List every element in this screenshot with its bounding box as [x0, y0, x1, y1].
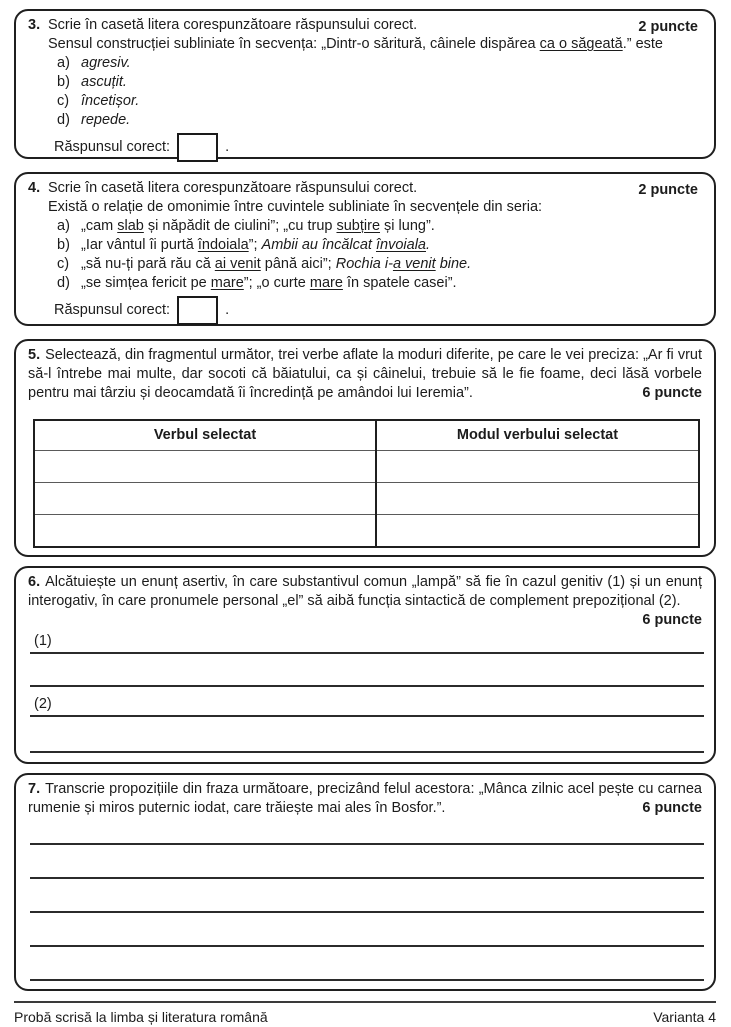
mood-cell[interactable] [376, 451, 699, 483]
option-text: „să nu-ți pară rău că ai venit până aici”; Rochia i-a venit bine. [81, 256, 472, 272]
option-c [48, 92, 663, 111]
question-7-points: 6 puncte [642, 800, 702, 816]
writing-line[interactable] [30, 913, 704, 947]
question-4-number: 4. [28, 180, 41, 196]
question-5-statement: Selectează, din fragmentul următor, trei verbe aflate la moduri diferite, pe care le vei preciza: „Ar fi vrut să-l întrebe mai multe, dar socoti că băiatului, ca și câinelui, trebuie să le fie foame, deci lăsă vorbele pentru mai târziu și deocamdată îi încredință pe amândoi lui Ieremia”. [28, 347, 702, 401]
option-letter: b) [57, 74, 70, 90]
question-5-number: 5. [28, 347, 41, 363]
writing-line[interactable] [30, 947, 704, 981]
question-6-number: 6. [28, 574, 41, 590]
verb-cell[interactable] [34, 451, 376, 483]
verbs-table-header-row [34, 420, 699, 451]
option-d [48, 274, 638, 293]
question-3-points: 2 puncte [638, 19, 698, 35]
footer-variant: Varianta 4 [653, 1009, 716, 1025]
writing-line[interactable] [30, 654, 704, 687]
option-text: agresiv. [81, 55, 131, 71]
option-text: „Iar vântul îi purtă îndoiala”; Ambii au încălcat învoiala. [81, 237, 431, 253]
question-3-answer-row [54, 133, 702, 162]
option-letter: d) [57, 275, 70, 291]
writing-line-label: (2) [34, 696, 52, 712]
question-3-options [48, 54, 663, 130]
mood-cell[interactable] [376, 515, 699, 548]
option-text: ascuțit. [81, 74, 127, 90]
question-3-intro: Sensul construcției subliniate în secvența: „Dintr-o săritură, câinele dispărea ca o săgeată.” este [48, 36, 663, 52]
question-3-answer-box[interactable] [177, 133, 218, 162]
question-6-points: 6 puncte [642, 612, 702, 628]
option-letter: c) [57, 256, 70, 272]
page-footer [14, 1001, 716, 1027]
question-7-text [28, 780, 702, 818]
question-4-answer-box[interactable] [177, 296, 218, 325]
question-6-write-area [28, 611, 702, 753]
mood-cell[interactable] [376, 483, 699, 515]
verb-cell[interactable] [34, 515, 376, 548]
question-4-intro: Există o relație de omonimie între cuvintele subliniate în secvențele din seria: [48, 199, 543, 215]
option-a [48, 54, 663, 73]
question-4-prompt: Scrie în casetă litera corespunzătoare răspunsului corect. [48, 180, 418, 196]
writing-line[interactable] [30, 818, 704, 845]
question-7-write-area [28, 818, 702, 981]
verb-cell[interactable] [34, 483, 376, 515]
answer-period: . [225, 139, 230, 155]
table-row [34, 483, 699, 515]
verbs-table [33, 419, 700, 548]
question-5-points: 6 puncte [642, 385, 702, 401]
option-b [48, 236, 638, 255]
option-c [48, 255, 638, 274]
answer-label: Răspunsul corect: [54, 139, 171, 155]
table-row [34, 451, 699, 483]
option-letter: a) [57, 218, 70, 234]
question-5-box [14, 339, 716, 557]
table-row [34, 515, 699, 548]
verbs-table-header-verb: Verbul selectat [34, 420, 376, 451]
question-3-box [14, 9, 716, 159]
footer-exam-title: Probă scrisă la limba și literatura română [14, 1009, 268, 1025]
answer-period: . [225, 302, 230, 318]
question-7-number: 7. [28, 781, 41, 797]
option-letter: d) [57, 112, 70, 128]
option-text: încetișor. [81, 93, 140, 109]
option-text: „cam slab și năpădit de ciulini”; „cu trup subțire și lung”. [81, 218, 435, 234]
writing-line[interactable] [30, 879, 704, 913]
option-d [48, 111, 663, 130]
question-4-answer-row [54, 296, 702, 325]
option-letter: c) [57, 93, 70, 109]
answer-label: Răspunsul corect: [54, 302, 171, 318]
option-text: repede. [81, 112, 131, 128]
writing-line[interactable] [30, 717, 704, 753]
option-a [48, 217, 638, 236]
question-4-box [14, 172, 716, 326]
verbs-table-header-mood: Modul verbului selectat [376, 420, 699, 451]
writing-line[interactable] [30, 687, 704, 717]
option-letter: b) [57, 237, 70, 253]
question-3-number: 3. [28, 17, 41, 33]
question-7-statement: Transcrie propozițiile din fraza următoare, precizând felul acestora: „Mânca zilnic acel pește cu carnea rumenie și miros puternic iodat, care trăiește mai ales în Bosfor.”. [28, 781, 702, 816]
question-6-box [14, 566, 716, 764]
question-5-text [28, 346, 702, 403]
question-6-text [28, 573, 702, 628]
question-4-points: 2 puncte [638, 182, 698, 198]
option-text: „se simțea fericit pe mare”; „o curte mare în spatele casei”. [81, 275, 457, 291]
writing-line[interactable] [30, 845, 704, 879]
question-3-prompt: Scrie în casetă litera corespunzătoare răspunsului corect. [48, 17, 418, 33]
writing-line[interactable] [30, 611, 704, 654]
option-b [48, 73, 663, 92]
question-6-statement: Alcătuiește un enunț asertiv, în care substantivul comun „lampă” să fie în cazul genitiv (1) și un enunț interogativ, în care pronumele personal „el” să aibă funcția sintactică de complement prepozițional (2). [28, 574, 702, 609]
option-letter: a) [57, 55, 70, 71]
writing-line-label: (1) [34, 633, 52, 649]
question-4-options [48, 217, 638, 293]
question-7-box [14, 773, 716, 991]
